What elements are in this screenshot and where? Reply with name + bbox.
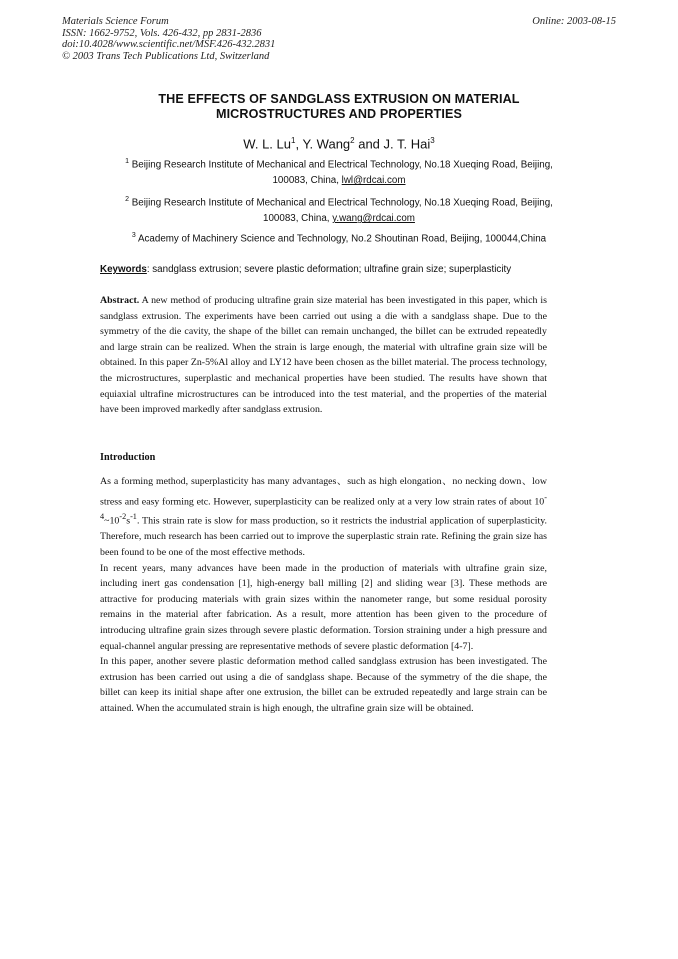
introduction-body bbox=[100, 474, 547, 717]
author-1-affil-mark: 1 bbox=[291, 136, 296, 145]
author-separator: and bbox=[354, 136, 384, 152]
email-link[interactable]: lwl@rdcai.com bbox=[341, 175, 406, 187]
doi-line: doi:10.4028/www.scientific.net/MSF.426-432.2831 bbox=[62, 39, 276, 51]
journal-name: Materials Science Forum bbox=[62, 16, 169, 27]
copyright-line: © 2003 Trans Tech Publications Ltd, Switzerland bbox=[62, 50, 270, 62]
keywords-text: : sandglass extrusion; severe plastic deformation; ultrafine grain size; superplasticity bbox=[146, 264, 512, 275]
keywords bbox=[100, 263, 590, 276]
author-2: Y. Wang bbox=[302, 136, 351, 152]
affiliation-mark: 1 bbox=[125, 158, 129, 165]
email-link[interactable]: y.wang@rdcai.com bbox=[332, 213, 415, 225]
affiliation-3 bbox=[92, 228, 586, 247]
affiliation-address: 100083, China, bbox=[272, 175, 342, 187]
page-header bbox=[62, 16, 616, 62]
online-date: Online: 2003-08-15 bbox=[532, 16, 616, 27]
paper-title bbox=[62, 92, 616, 122]
paragraph: As a forming method, superplasticity has many advantages、such as high elongation、no necking down、low stress and easy forming etc. However, superplasticity can be realized only at a very low strain rates of about $10^{-4}\sim 10^{-2}s^{-1}$. This strain rate is slow for mass production, so it restricts the industrial application of superplasticity. Therefore, much research has been carried out to improve the superplastic strain rate. Refining the grain size has been found to be one of the most effective methods. bbox=[100, 476, 547, 558]
abstract bbox=[100, 293, 547, 418]
author-list bbox=[62, 133, 616, 152]
affiliation-mark: 3 bbox=[131, 232, 136, 239]
author-3: J. T. Hai bbox=[383, 136, 431, 152]
title-line-1: THE EFFECTS OF SANDGLASS EXTRUSION ON MATERIAL bbox=[158, 92, 520, 106]
author-1: W. L. Lu bbox=[243, 136, 291, 152]
affiliation-address: Academy of Machinery Science and Technology, No.2 Shoutinan Road, Beijing, 100044,China bbox=[137, 233, 547, 245]
abstract-label: Abstract. bbox=[100, 295, 140, 306]
paragraph: In this paper, another severe plastic deformation method called sandglass extrusion has been investigated. The extrusion has been carried out using a die of sandglass shape. Because of the symmetry of the die shape, the billet can keep its initial shape after one extrusion, the billet can be extruded repeatedly and large strain can be attained. When the accumulated strain is high enough, the ultrafine grain size will be obtained. bbox=[100, 656, 547, 714]
keywords-label: Keywords bbox=[100, 264, 147, 275]
affiliation-1 bbox=[92, 154, 586, 189]
author-3-affil-mark: 3 bbox=[430, 136, 435, 145]
affiliation-mark: 2 bbox=[125, 196, 129, 203]
issn-line: ISSN: 1662-9752, Vols. 426-432, pp 2831-2836 bbox=[62, 27, 262, 39]
section-heading-introduction: Introduction bbox=[100, 452, 156, 463]
author-separator: , bbox=[295, 136, 303, 152]
title-line-2: MICROSTRUCTURES AND PROPERTIES bbox=[215, 107, 463, 121]
author-2-affil-mark: 2 bbox=[350, 136, 355, 145]
affiliation-address: 100083, China, bbox=[263, 213, 333, 225]
paragraph: In recent years, many advances have been made in the production of materials with ultrafine grain size, including inert gas condensation [1], high-energy ball milling [2] and sliding wear [3]. These methods are attractive for producing materials with grain sizes within the nanometer range, but some residual porosity remains in the material after fabrication. As a result, more attention has been given to the procedure of introducing ultrafine grain sizes through severe plastic deformation. Torsion straining under a high pressure and equal-channel angular pressing are representative methods of severe plastic deformation [4-7]. bbox=[100, 562, 547, 652]
abstract-text: A new method of producing ultrafine grain size material has been investigated in this paper, which is sandglass extrusion. The experiments have been carried out using a die with a sandglass shape. Due to the symmetry of the die cavity, the shape of the billet can remain unchanged, the billet can be extruded repeatedly and large strain can be realized. When the strain is large enough, the material with ultrafine grain size will be obtained. In this paper Zn-5%Al alloy and LY12 have been chosen as the billet material. The process technology, the microstructures, superplastic and mechanical properties have been studied. The results have shown that equiaxial ultrafine microstructures can be introduced into the test material, and the properties of the material have been improved markedly after sandglass extrusion. bbox=[100, 295, 547, 416]
affiliation-address: Beijing Research Institute of Mechanical and Electrical Technology, No.18 Xueqing Road, Beijing, bbox=[131, 159, 553, 171]
affiliation-2 bbox=[92, 192, 586, 227]
affiliation-address: Beijing Research Institute of Mechanical and Electrical Technology, No.18 Xueqing Road, Beijing, bbox=[131, 197, 553, 209]
